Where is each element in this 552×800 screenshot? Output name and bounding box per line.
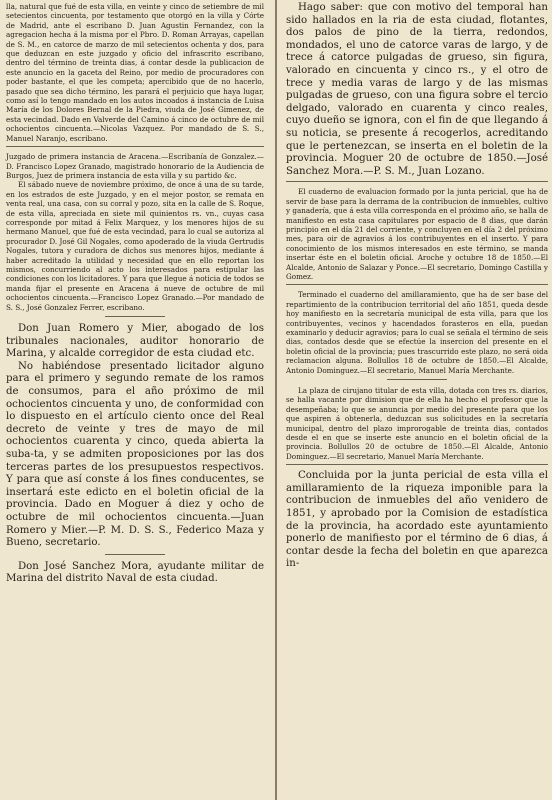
section-divider [6, 146, 264, 147]
section-divider [286, 284, 548, 285]
notice-aroche: El cuaderno de evaluacion formado por la junta pericial, que ha de servir de base para la derrama de la contribucion de inmuebles, cultivo y ganadería, que á esta villa corresponda en el próximo año, se halla de manifiesto en esta casa capitulares por espacio de 8 dias, que darán principio en el día 21 del corriente, y concluyen en el día 2 del próximo mes, para oir de agravios á los contribuyentes en el inserto. Y para conocimiento de los mismos interesados en este término, se manda insertar éste en el boletin oficial. Aroche y octubre 18 de 1850.—El Alcalde, Antonio de Salazar y Ponce.—El secretario, Domingo Castilla y Gomez. [286, 187, 548, 281]
notice-moguer-heading: Don Juan Romero y Mier, abogado de los tribunales nacionales, auditor honorario de Marina, y alcalde corregidor de esta ciudad etc. [6, 323, 264, 360]
notice-sanchez-mora-heading: Don José Sanchez Mora, ayudante militar de Marina del distrito Naval de esta ciudad. [6, 560, 264, 585]
left-column [6, 2, 264, 586]
notice-aracena-heading: Juzgado de primera instancia de Aracena.—Escribanía de Gonzalez.—D. Francisco Lopez Granado, magistrado honorario de la Audiencia de Burgos, Juez de primera instancia de esta villa y su partido &c. [6, 152, 264, 180]
section-divider [105, 316, 165, 317]
right-column [286, 2, 548, 571]
notice-bollullos-cirujano: La plaza de cirujano titular de esta villa, dotada con tres rs. diarios, se halla vacante por dimision que de ella ha hecho el profesor que la desempeñaba; lo que se anuncia por medio del presente para que los que aspiren á obtenerla, deduzcan sus solicitudes en la secretaría municipal, dentro del plazo improrogable de treinta dias, contados desde el en que se inserte este anuncio en el boletin oficial de la provincia. Bollullos 20 de octubre de 1850.—El Alcalde, Antonio Dominguez.—El secretario, Manuel María Merchante. [286, 386, 548, 461]
notice-valverde: lla, natural que fué de esta villa, en veinte y cinco de setiembre de mil setecientos cincuenta, por testamento que otorgó en la villa y Córte de Madrid, ante el escribano D. Juan Agustin Fernandez, con la agregacion hecha á la misma por el Pbro. D. Roman Arrayas, capellan de S. M., en catorce de marzo de mil setecientos ochenta y dos, para que deduzcan en este juzgado y oficio del infrascrito escribano, dentro del término de treinta dias, á contar desde la publicacion de este anuncio en la gaceta del Reino, por medio de procuradores con poder bastante, el que les competa; apercibido que de no hacerlo, pasado que sea dicho término, les parará el perjuicio que haya lugar, como así lo tengo mandado en los autos incoados á instancia de Luisa María de los Dolores Bernal de la Piedra, viuda de José Gimenez, de esta vecindad. Dado en Valverde del Camino á cinco de octubre de mil ochocientos cincuenta.—Nicolas Vazquez. Por mandado de S. S., Manuel Naranjo, escribano. [6, 2, 264, 143]
notice-floating-timber: Hago saber: que con motivo del temporal han sido hallados en la ria de esta ciudad, flotantes, dos palos de pino de la tierra, redondos, mondados, el uno de catorce varas de largo, y de trece á catorce pulgadas de grueso, sin figura, valorado en cincuenta y cinco rs., y el otro de trece y media varas de largo y de las mismas pulgadas de grueso, con una figura sobre el tercio delgado, valorado en cuarenta y cinco reales, cuyo dueño se ignora, con el fin de que llegando á su noticia, se presente á recogerlos, acreditando que le pertenezcan, se inserta en el boletin de la provincia. Moguer 20 de octubre de 1850.—José Sanchez Mora.—P. S. M., Juan Lozano. [286, 2, 548, 177]
section-divider [387, 379, 447, 380]
column-divider [275, 0, 277, 800]
notice-junta-pericial: Concluida por la junta pericial de esta villa el amillaramiento de la riqueza imponible para la contribucion de inmuebles del año venidero de 1851, y aprobado por la Comision de estadística de la provincia, ha acordado este ayuntamiento ponerlo de manifiesto por el término de 6 dias, á contar desde la fecha del boletin en que aparezca in- [286, 470, 548, 570]
section-divider [286, 181, 548, 182]
notice-aracena-body: El sábado nueve de noviembre próximo, de once á una de su tarde, en los estrados de este Juzgado, y en el mejor postor, se remata en venta real, una casa, con su corral y pozo, sita en la calle de S. Roque, de esta villa, apreciada en siete mil quinientos rs. vn., cuyas casa corresponde por mitad á Felix Marquez, y los menores hijos de su hermano Manuel, que fué de esta vecindad, para lo cual se autoriza al procurador D. José Gil Nogales, como apoderado de la viuda Gertrudis Nogales, tutora y curadora de dichos sus menores hijos, mediante á haber acreditado la utilidad y necesidad que en ello reportan los mismos, concurriendo al acto los interesados para estipular las condiciones con los licitadores. Y para que llegue á noticia de todos se manda fijar el presente en Aracena á nueve de octubre de mil ochocientos cincuenta.—Francisco Lopez Granado.—Por mandado de S. S., José Gonzalez Ferrer, escribano. [6, 180, 264, 312]
section-divider [286, 464, 548, 465]
notice-moguer-body: No habiéndose presentado licitador alguno para el primero y segundo remate de los ramos de consumos, para el año próximo de mil ochocientos cincuenta y uno, de conformidad con lo dispuesto en el artículo ciento once del Real decreto de veinte y tres de mayo de mil ochocientos cuarenta y cinco, queda abierta la suba-ta, y se admiten proposiciones por las dos terceras partes de los presupuestos respectivos. Y para que así conste á los fines conducentes, se insertará este edicto en el boletin oficial de la provincia. Dado en Moguer á diez y ocho de octubre de mil ochocientos cincuenta.—Juan Romero y Mier.—P. M. D. S. S., Federico Maza y Bueno, secretario. [6, 360, 264, 549]
notice-bollullos-amillaramiento: Terminado el cuaderno del amillaramiento, que ha de ser base del repartimiento de la contribucion territorial del año 1851, queda desde hoy manifiesto en la secretaría municipal de esta villa, para que los contribuyentes, vecinos y hacendados forasteros en ella, puedan examinarlo y deducir agravios; para lo cual se señala el término de seis dias, contados desde que se efectúe la insercion del presente en el boletin oficial de la provincia; pues trascurrido este plazo, no será oida reclamacion alguna. Bollullos 18 de octubre de 1850.—El Alcalde, Antonio Dominguez.—El secretario, Manuel María Merchante. [286, 290, 548, 375]
section-divider [105, 554, 165, 555]
